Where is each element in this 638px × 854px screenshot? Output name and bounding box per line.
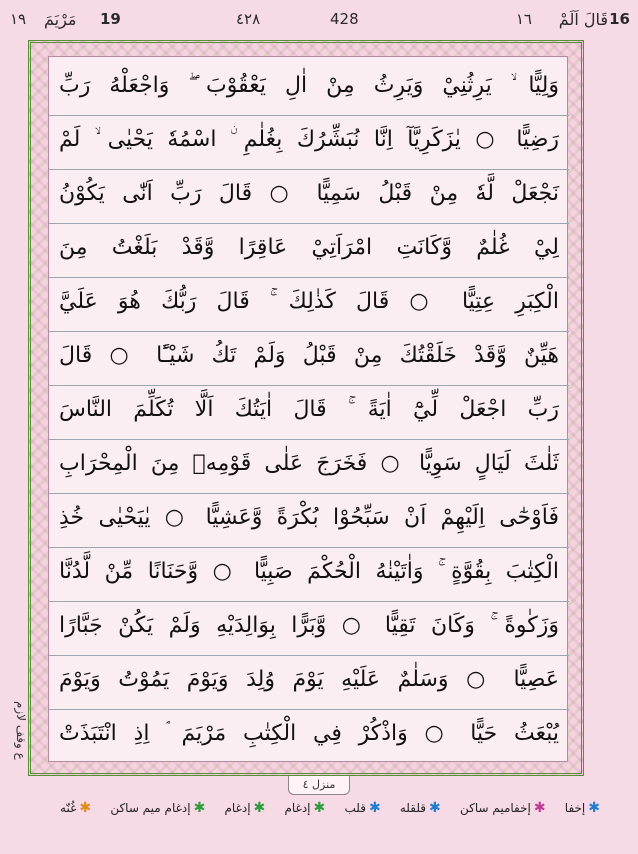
verse-line-8: ثَلٰثَ لَيَالٍ سَوِيًّا ○ فَخَرَجَ عَلٰى قَوْمِهٖ مِنَ الْمِحْرَابِ [49, 435, 569, 494]
verse-line-7: رَبِّ اجْعَلْ لِّيْٓ اٰيَةً ۚ قَالَ اٰيَتُكَ اَلَّا تُكَلِّمَ النَّاسَ [49, 381, 569, 440]
star-icon: ✱ [533, 800, 546, 816]
verse-line-2: رَضِيًّا ○ يٰزَكَرِيَّآ اِنَّا نُبَشِّرُكَ بِغُلٰمِ ۨ اسْمُهٗ يَحْيٰى ۙ لَمْ [49, 111, 569, 170]
verse-line-13: يُبْعَثُ حَيًّا ○ وَاذْكُرْ فِي الْكِتٰبِ مَرْيَمَ ۘ اِذِ انْتَبَذَتْ [59, 721, 559, 746]
surah-name: مَرْيَمَ [44, 10, 77, 29]
star-icon: ✱ [253, 800, 266, 816]
legend-item [110, 801, 205, 815]
verse-line-3: نَجْعَلْ لَّهٗ مِنْ قَبْلُ سَمِيًّا ○ قَالَ رَبِّ اَنّٰى يَكُوْنُ [49, 165, 569, 224]
juz-name: قَالَ اَلَمْ [558, 10, 608, 29]
surah-number-arabic: ١٩ [10, 10, 27, 28]
juz-number: 16 [609, 10, 630, 28]
legend-label: غُنّه [60, 801, 77, 815]
page-header [0, 0, 638, 38]
legend-label: قلقله [399, 801, 427, 815]
legend-item [344, 801, 380, 815]
legend-item [225, 801, 266, 815]
legend-item [460, 801, 546, 815]
verse-line-5: الْكِبَرِ عِتِيًّا ○ قَالَ كَذٰلِكَ ۚ قَالَ رَبُّكَ هُوَ عَلَيَّ [49, 273, 569, 332]
verse-line-10: الْكِتٰبَ بِقُوَّةٍ ۚ وَاٰتَيْنٰهُ الْحُكْمَ صَبِيًّا ○ وَّحَنَانًا مِّنْ لَّدُنَّا [49, 543, 569, 602]
legend-item [60, 801, 91, 815]
star-icon: ✱ [193, 800, 206, 816]
legend-label: إخفاميم ساكن [459, 801, 531, 815]
verse-line-4: لِيْ غُلٰمٌ وَّكَانَتِ امْرَاَتِيْ عَاقِرًا وَّقَدْ بَلَغْتُ مِنَ [49, 219, 569, 278]
legend-label: إخفا [564, 801, 586, 815]
ruku-marker: ع وقف لازم [14, 700, 28, 760]
juz-number-arabic: ١٦ [515, 10, 532, 28]
legend-label: إدغام [284, 801, 311, 815]
star-icon: ✱ [588, 800, 600, 816]
legend-label: إدغام ميم ساكن [110, 801, 191, 815]
manzil-label: منزل ٤ [288, 776, 350, 795]
verse-line-9: فَاَوْحٰٓى اِلَيْهِمْ اَنْ سَبِّحُوْا بُكْرَةً وَّعَشِيًّا ○ يٰيَحْيٰى خُذِ [49, 489, 569, 548]
verse-line-1: وَلِيًّا ۙ يَرِثُنِيْ وَيَرِثُ مِنْ اٰلِ يَعْقُوْبَ ۖ وَاجْعَلْهُ رَبِّ [49, 57, 569, 116]
legend-item [565, 801, 600, 815]
legend-item [400, 801, 441, 815]
page-number: 428 [330, 10, 359, 28]
legend-label: قلب [344, 801, 366, 815]
surah-number: 19 [100, 10, 121, 28]
star-icon: ✱ [368, 800, 381, 816]
page-number-arabic: ٤٢٨ [236, 10, 261, 28]
star-icon: ✱ [313, 800, 326, 816]
legend-label: إدغام [224, 801, 251, 815]
star-icon: ✱ [429, 800, 441, 816]
star-icon: ✱ [79, 800, 92, 816]
verse-line-11: وَزَكٰوةً ۚ وَكَانَ تَقِيًّا ○ وَّبَرًّا بِوَالِدَيْهِ وَلَمْ يَكُنْ جَبَّارًا [49, 597, 569, 656]
verse-line-6: هَيِّنٌ وَّقَدْ خَلَقْتُكَ مِنْ قَبْلُ وَلَمْ تَكُ شَيْـًٔا ○ قَالَ [49, 327, 569, 386]
legend-item [284, 801, 325, 815]
quran-text-area [48, 56, 568, 762]
verse-line-12: عَصِيًّا ○ وَسَلٰمٌ عَلَيْهِ يَوْمَ وُلِدَ وَيَوْمَ يَمُوْتُ وَيَوْمَ [49, 651, 569, 710]
tajweed-legend [60, 796, 600, 820]
